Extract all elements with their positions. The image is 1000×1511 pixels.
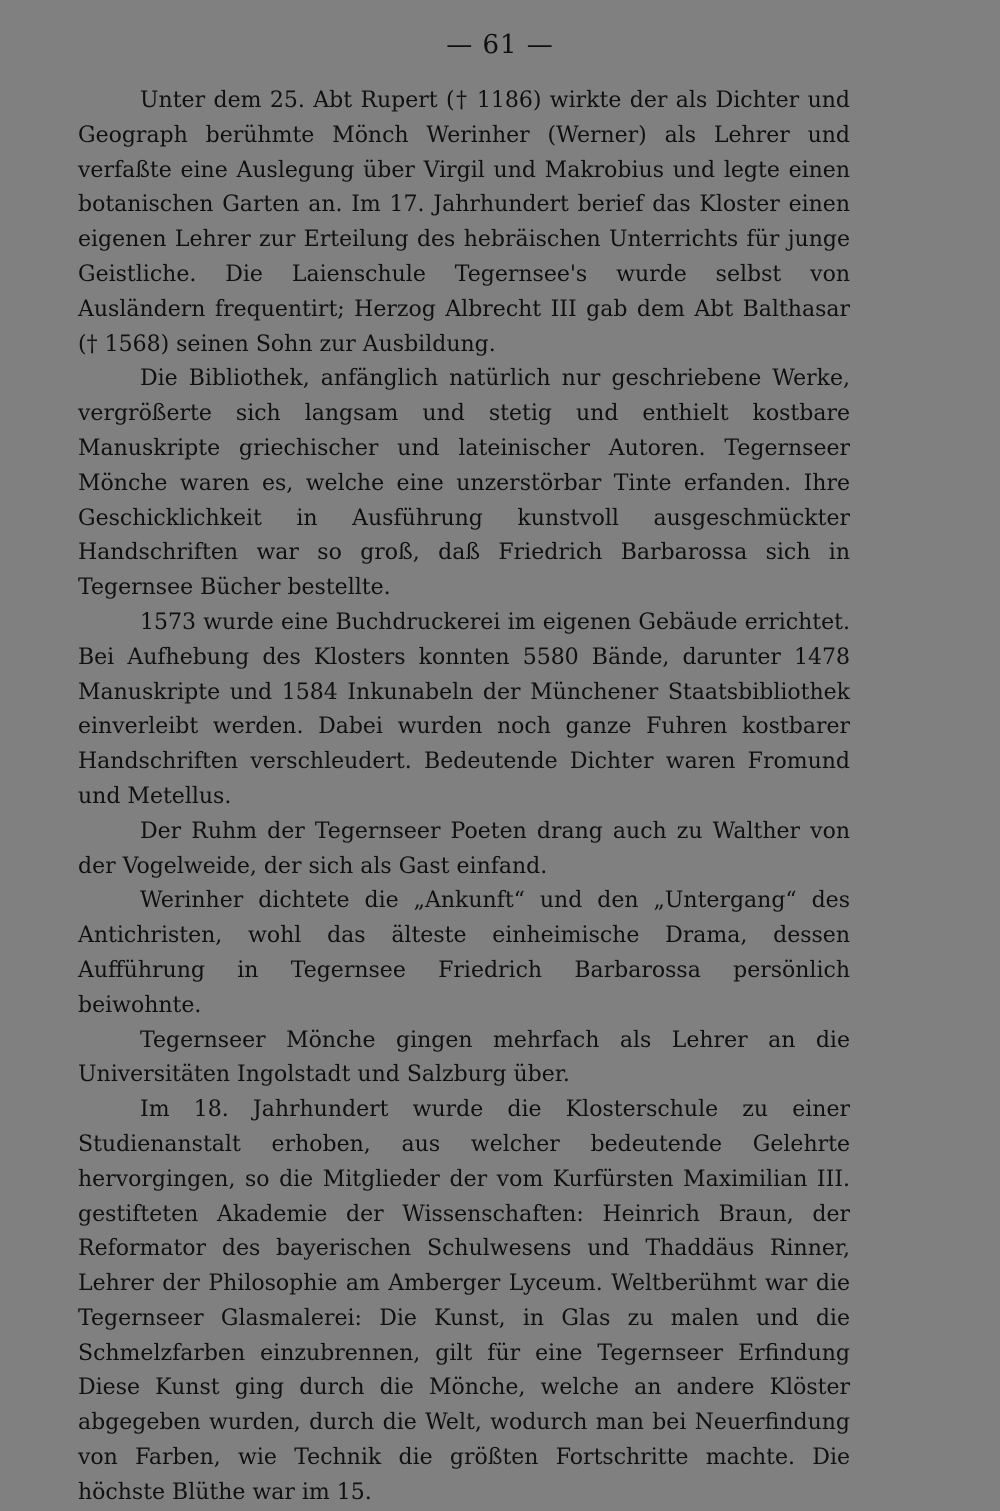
paragraph: Im 18. Jahrhundert wurde die Klosterschule zu einer Studienanstalt erhoben, aus welcher bedeutende Gelehrte hervorgingen, so die Mitglieder der vom Kurfürsten Maximilian III. gestifteten Akademie der Wissenschaften: Heinrich Braun, der Reformator des bayerischen Schulwesens und Thaddäus Rinner, Lehrer der Philosophie am Amberger Lyceum. Weltberühmt war die Tegernseer Glasmalerei: Die Kunst, in Glas zu malen und die Schmelzfarben einzubrennen, gilt für eine Tegernseer Erfindung Diese Kunst ging durch die Mönche, welche an andere Klöster abgegeben wurden, durch die Welt, wodurch man bei Neuerfindung von Farben, wie Technik die größten Fortschritte machte. Die höchste Blüthe war im 15. — [78, 1097, 850, 1505]
paragraph: Werinher dichtete die „Ankunft“ und den „Untergang“ des Antichristen, wohl das älteste einheimische Drama, dessen Aufführung in Tegernsee Friedrich Barbarossa persönlich beiwohnte. — [78, 888, 850, 1018]
paragraph: Die Bibliothek, anfänglich natürlich nur geschriebene Werke, vergrößerte sich langsam und stetig und enthielt kostbare Manuskripte griechischer und lateinischer Autoren. Tegernseer Mönche waren es, welche eine unzerstörbar Tinte erfanden. Ihre Geschicklichkeit in Ausführung kunstvoll ausgeschmückter Handschriften war so groß, daß Friedrich Barbarossa sich in Tegernsee Bücher bestellte. — [78, 366, 850, 601]
paragraph: Unter dem 25. Abt Rupert († 1186) wirkte der als Dichter und Geograph berühmte Mönch Werinher (Werner) als Lehrer und verfaßte eine Auslegung über Virgil und Makrobius und legte einen botanischen Garten an. Im 17. Jahrhundert berief das Kloster einen eigenen Lehrer zur Erteilung des hebräischen Unterrichts für junge Geistliche. Die Laienschule Tegernsee's wurde selbst von Ausländern frequentirt; Herzog Albrecht III gab dem Abt Balthasar († 1568) seinen Sohn zur Ausbildung. — [78, 88, 850, 357]
body-text — [78, 84, 850, 1511]
paragraph: Der Ruhm der Tegernseer Poeten drang auch zu Walther von der Vogelweide, der sich als Gast einfand. — [78, 818, 850, 879]
paragraph: Tegernseer Mönche gingen mehrfach als Lehrer an die Universitäten Ingolstadt und Salzburg über. — [78, 1027, 850, 1088]
paragraph: 1573 wurde eine Buchdruckerei im eigenen Gebäude errichtet. Bei Aufhebung des Klosters konnten 5580 Bände, darunter 1478 Manuskripte und 1584 Inkunabeln der Münchener Staatsbibliothek einverleibt werden. Dabei wurden noch ganze Fuhren kostbarer Handschriften verschleudert. Bedeutende Dichter waren Fromund und Metellus. — [78, 609, 850, 809]
page-number: — 61 — — [446, 30, 554, 60]
